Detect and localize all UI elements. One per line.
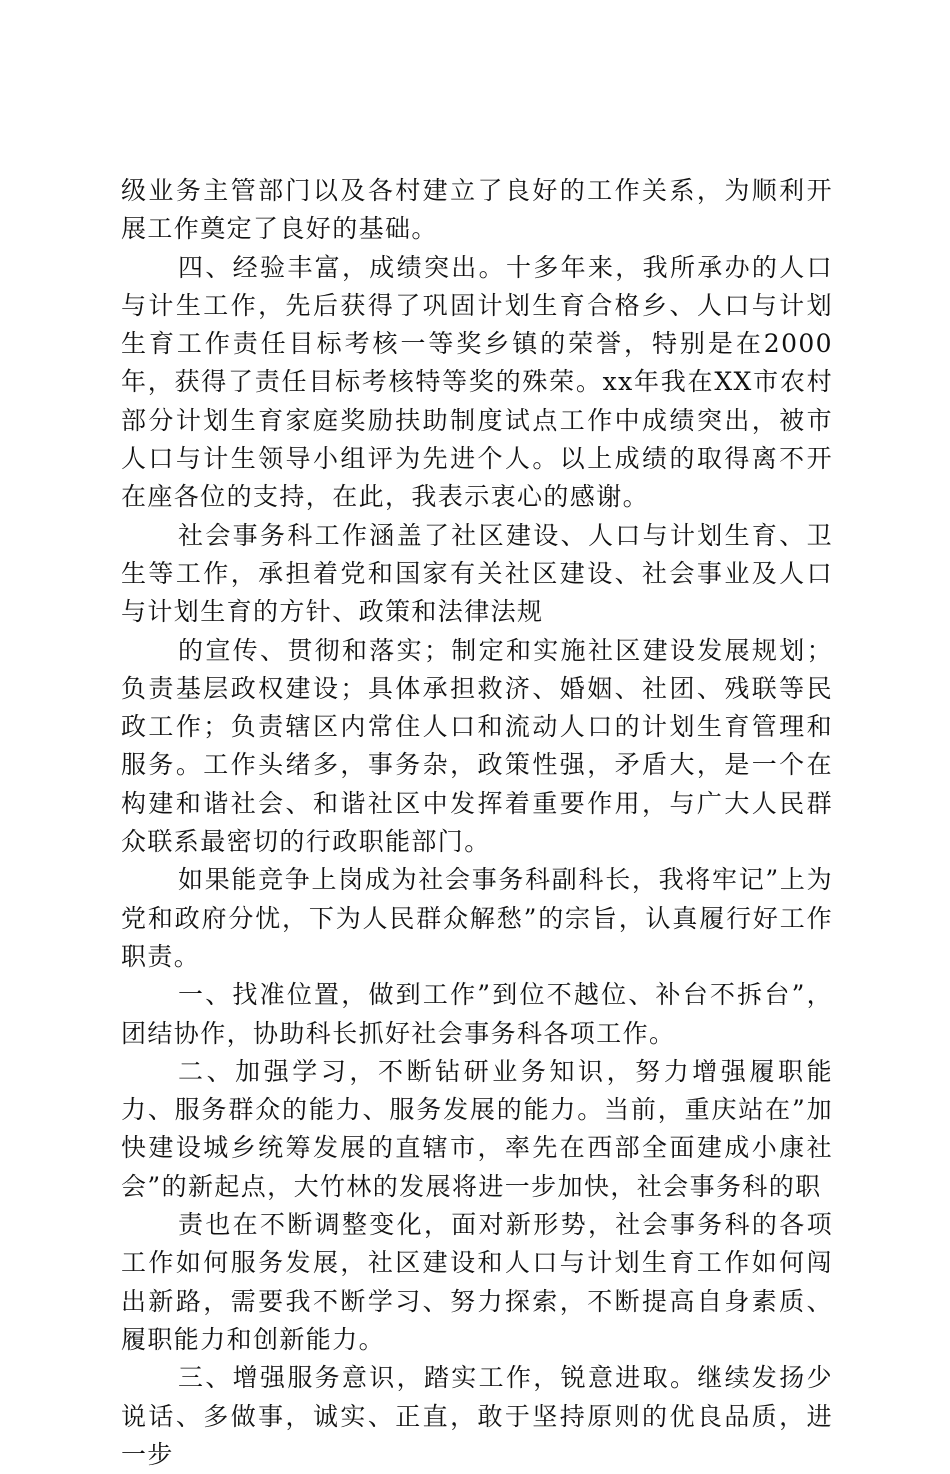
paragraph: 级业务主管部门以及各村建立了良好的工作关系，为顺利开展工作奠定了良好的基础。 [121, 176, 833, 244]
paragraph: 如果能竞争上岗成为社会事务科副科长，我将牢记”上为党和政府分忧，下为人民群众解愁”的宗旨，认真履行好工作职责。 [121, 865, 833, 971]
paragraph: 的宣传、贯彻和落实；制定和实施社区建设发展规划；负责基层政权建设；具体承担救济、婚姻、社团、残联等民政工作；负责辖区内常住人口和流动人口的计划生育管理和服务。工作头绪多，事务杂，政策性强，矛盾大，是一个在构建和谐社会、和谐社区中发挥着重要作用，与广大人民群众联系最密切的行政职能部门。 [121, 635, 833, 857]
paragraph: 责也在不断调整变化，面对新形势，社会事务科的各项工作如何服务发展，社区建设和人口与计划生育工作如何闯出新路，需要我不断学习、努力探索，不断提高自身素质、履职能力和创新能力。 [121, 1210, 833, 1354]
paragraph: 四、经验丰富，成绩突出。十多年来，我所承办的人口与计生工作，先后获得了巩固计划生育合格乡、人口与计划生育工作责任目标考核一等奖乡镇的荣誉，特别是在2000年，获得了责任目标考核特等奖的殊荣。xx年我在XX市农村部分计划生育家庭奖励扶助制度试点工作中成绩突出，被市人口与计生领导小组评为先进个人。以上成绩的取得离不开在座各位的支持，在此，我表示衷心的感谢。 [121, 252, 833, 512]
paragraph: 社会事务科工作涵盖了社区建设、人口与计划生育、卫生等工作，承担着党和国家有关社区建设、社会事业及人口与计划生育的方针、政策和法律法规 [121, 520, 833, 627]
paragraph: 三、增强服务意识，踏实工作，锐意进取。继续发扬少说话、多做事，诚实、正直，敢于坚持原则的优良品质，进一步 [121, 1363, 833, 1469]
paragraph: 二、加强学习，不断钻研业务知识，努力增强履职能力、服务群众的能力、服务发展的能力。当前，重庆站在”加快建设城乡统筹发展的直辖市，率先在西部全面建成小康社会”的新起点，大竹林的发展将进一步加快，社会事务科的职 [121, 1056, 833, 1201]
document-body [121, 172, 833, 1474]
paragraph: 一、找准位置，做到工作”到位不越位、补台不拆台”，团结协作，协助科长抓好社会事务科各项工作。 [121, 980, 833, 1048]
